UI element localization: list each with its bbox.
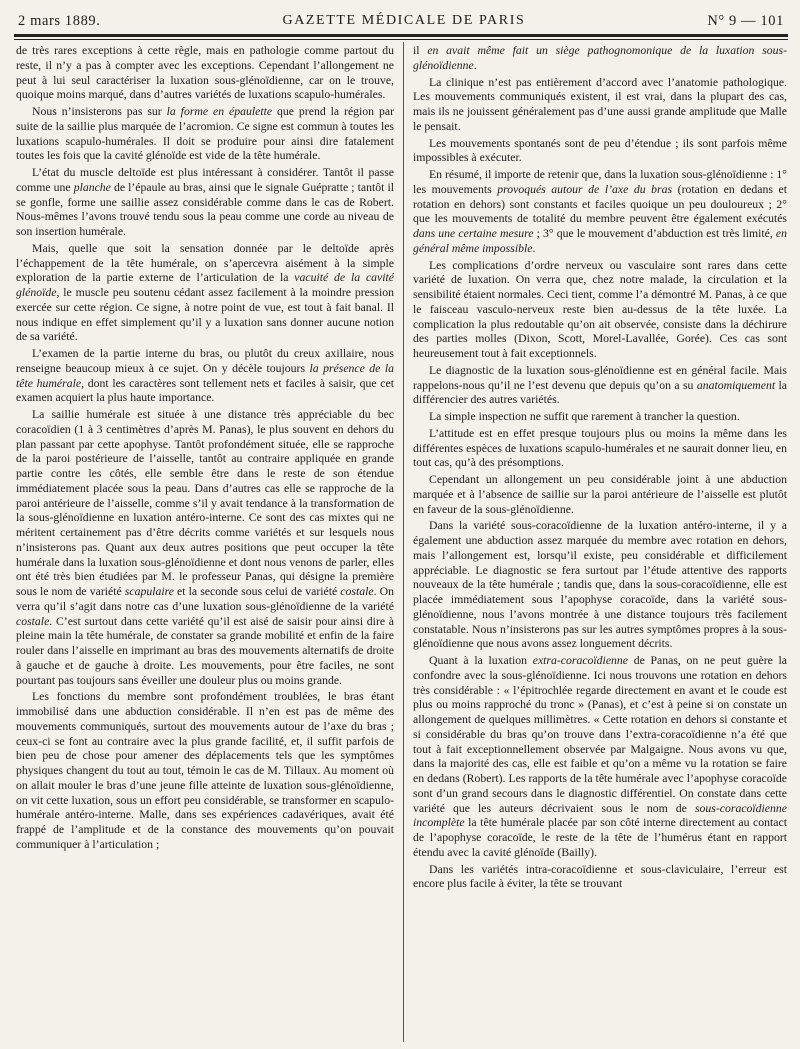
paragraph: L’état du muscle deltoïde est plus intéressant à considérer. Tantôt il passe comme une planche de l’épaule au bras, ainsi que le signale Guépratte ; tantôt il se gonfle, forme une saillie assez considérable comme dans le cas de Robert. Nous-mêmes l’avons trouvé tendu sous la peau comme une corde au niveau de son insertion humérale. (16, 166, 394, 238)
paragraph: L’examen de la partie interne du bras, ou plutôt du creux axillaire, nous renseigne beaucoup mieux à ce sujet. On y décèle toujours la présence de la tête humérale, dont les caractères sont tellement nets et faciles à saisir, que cet examen acquiert la plus haute importance. (16, 347, 394, 405)
paragraph: Dans la variété sous-coracoïdienne de la luxation antéro-interne, il y a également une abduction assez marquée du membre avec rotation en dehors, mais l’allongement est, lorsqu’il existe, peu considérable et difficilement appréciable. Le diagnostic se fera surtout par l’étude attentive des rapports nouveaux de la tête humérale ; tandis que, dans la sous-coracoïdienne, elle est placée immédiatement sous l’apophyse coracoïde, dans la variété sous-glénoïdienne, nous l’avons montrée à une distance toujours très facilement constatable. Nous n’insisterons pas sur les autres symptômes propres à la sous-glénoïdienne que nous avons assez longuement décrits. (413, 519, 787, 651)
paragraph: Nous n’insisterons pas sur la forme en épaulette que prend la région par suite de la saillie plus marquée de l’acromion. Ce signe est commun à toutes les luxations scapulo-humérales. Il doit se produire pour ainsi dire fatalement toutes les fois que la cavité glénoïde est vide de la tête humérale. (16, 105, 394, 163)
issue-date: 2 mars 1889. (18, 12, 101, 29)
page-header (18, 8, 784, 34)
paragraph: de très rares exceptions à cette règle, mais en pathologie comme partout du reste, il n’y a pas à compter avec les exceptions. Cependant l’allongement ne peut à lui seul caractériser la luxation sous-glénoïdienne, car on le trouve, quoique moins marqué, dans d’autres variétés de luxations scapulo-humérales. (16, 44, 394, 102)
paragraph: La simple inspection ne suffit que rarement à trancher la question. (429, 410, 740, 423)
paragraph: Dans les variétés intra-coracoïdienne et sous-claviculaire, l’erreur est encore plus facile à éviter, la tête se trouvant (413, 862, 787, 891)
paragraph: Les mouvements spontanés sont de peu d’étendue ; ils sont parfois même impossibles à exécuter. (413, 136, 787, 165)
column-divider (403, 42, 404, 1042)
paragraph: Mais, quelle que soit la sensation donnée par le deltoïde après l’échappement de la tête humérale, on s’apercevra aisément à la simple exploration de la partie externe de l’articulation de la vacuité de la cavité glénoïde, le muscle peu soutenu cédant assez facilement à la moindre pression exercée sur cette région. Ce signe, à notre point de vue, est tout à fait banal. Il nous indique en effet simplement qu’il y a luxation sans donner aucune notion de sa variété. (16, 241, 394, 344)
paragraph: L’attitude est en effet presque toujours plus ou moins la même dans les différentes espèces de luxations scapulo-humérales et ne saurait donner lieu, en tout cas, qu’à des présomptions. (413, 426, 787, 470)
paragraph: La clinique n’est pas entièrement d’accord avec l’anatomie pathologique. Les mouvements communiqués existent, il est vrai, dans la plupart des cas, mais ils ne jouissent généralement pas d’une aussi grande amplitude que Malle le pensait. (413, 75, 787, 133)
paragraph: Les fonctions du membre sont profondément troublées, le bras étant immobilisé dans une abduction considérable. Il n’en est pas de même des mouvements communiqués, surtout des mouvements autour de l’axe du bras ; ceux-ci se font au contraire avec la plus grande facilité, et, il suffit parfois de bien peu de chose pour amener des déplacements tels que les symptômes physiques changent du tout au tout, témoin le cas de M. Tillaux. Au moment où on allait mouler le bras d’une jeune fille atteinte de luxation sous-glénoïdienne, on vit cette luxation, sous un effort peu considérable, se transformer en scapulo-humérale antéro-interne. Malle, dans ses expériences cadavériques, avait été frappé de l’amplitude et de la constance des mouvements qu’on pouvait communiquer à l’articulation ; (16, 690, 394, 851)
journal-title: GAZETTE MÉDICALE DE PARIS (282, 13, 526, 28)
left-column (16, 44, 394, 1044)
paragraph: Le diagnostic de la luxation sous-glénoïdienne est en général facile. Mais rappelons-nous qu’il ne l’est devenu que depuis qu’on a su anatomiquement la différencier des autres variétés. (413, 363, 787, 407)
paragraph: il en avait même fait un siège pathognomonique de la luxation sous-glénoïdienne. (413, 44, 787, 72)
right-column (413, 44, 787, 1044)
paragraph: Quant à la luxation extra-coracoïdienne de Panas, on ne peut guère la confondre avec la sous-glénoïdienne. Ici nous trouvons une rotation en dehors très considérable : « l’épitrochlée regarde directement en avant et le coude est plus ou moins rapproché du tronc » (Panas), et c’est à peine si on constate un allongement de quelques millimètres. « Cette rotation en dehors si constante et si considérable du bras qu’on trouve dans l’extra-coracoïdienne n’a été que tout à fait exceptionnellement observée par Malgaigne. Nous avons vu que, dans la majorité des cas, elle est faible et qu’on a même vu la rotation se faire en dedans (Robert). Les rapports de la tête humérale avec l’apophyse coracoïde sont d’un grand secours dans le diagnostic différentiel. On constate dans cette variété que les auteurs décrivaient sous le nom de sous-coracoïdienne incomplète la tête humérale placée par son côté interne directement au contact de l’apophyse coracoïde, le reste de la tête de l’humérus étant en rapport étendu avec la cavité glénoïde (Bailly). (413, 654, 787, 859)
paragraph: La saillie humérale est située à une distance très appréciable du bec coracoïdien (1 à 3 centimètres d’après M. Panas), le plus souvent en dehors du plan passant par cette apophyse. Tantôt profondément située, elle se rapproche de la paroi postérieure de l’aisselle, tantôt au contraire appliquée en grande partie contre les côtés, elle semble être dans le reste de son étendue immédiatement placée sous la peau. Dans d’autres cas elle se rapproche de la paroi antérieure de l’aisselle, comme s’il y avait tendance à la transformation de la sous-glénoïdienne en luxation antéro-interne. Ce sont des cas mixtes qui ne méritent certainement pas d’être décrits comme variétés et sur lesquels nous n’insisterons pas. Quant aux deux autres positions que peut occuper la tête humérale dans la luxation sous-glénoïdienne et dont nous venons de parler, elles ont été très bien étudiées par M. le professeur Panas, qui désigne la première sous le nom de variété scapulaire et la seconde sous celui de variété costale. On verra qu’il s’agit dans notre cas d’une luxation sous-glénoïdienne de la variété costale. C’est surtout dans cette variété qu’il est aisé de saisir pour ainsi dire à pleine main la tête humérale, de constater sa grande mobilité et enfin de la faire rouler dans l’aisselle en imprimant au bras des mouvements alternatifs de droite à gauche et de gauche à droite. Les mouvements, pour être faciles, ne sont pourtant pas toujours sans éveiller une douleur plus ou moins grande. (16, 408, 394, 687)
paragraph: Les complications d’ordre nerveux ou vasculaire sont rares dans cette variété de luxation. On verra que, chez notre malade, la circulation et la sensibilité étaient normales. Ceci tient, comme l’a démontré M. Panas, à ce que le faisceau vasculo-nerveux reste bien au-dessus de la tête luxée. La complication la plus redoutable qu’on ait observée, consiste dans la déchirure des parties molles (Dixon, Scott, Morel-Lavallée, Gorée). Ces cas sont heureusement tout à fait exceptionnels. (413, 258, 787, 360)
paragraph: En résumé, il importe de retenir que, dans la luxation sous-glénoïdienne : 1° les mouvements provoqués autour de l’axe du bras (rotation en dedans et rotation en dehors) sont constants et faciles quoique un peu douloureux ; 2° que les mouvements de totalité du membre peuvent être également exécutés dans une certaine mesure ; 3° que le mouvement d’abduction est très limité, en général même impossible. (413, 168, 787, 255)
header-rule (14, 34, 788, 40)
paragraph: Cependant un allongement un peu considérable joint à une abduction marquée et à l’absence de saillie sur la paroi antérieure de l’aisselle est plutôt en faveur de la sous-glénoïdienne. (413, 473, 787, 516)
issue-page-number: N° 9 — 101 (707, 12, 784, 29)
